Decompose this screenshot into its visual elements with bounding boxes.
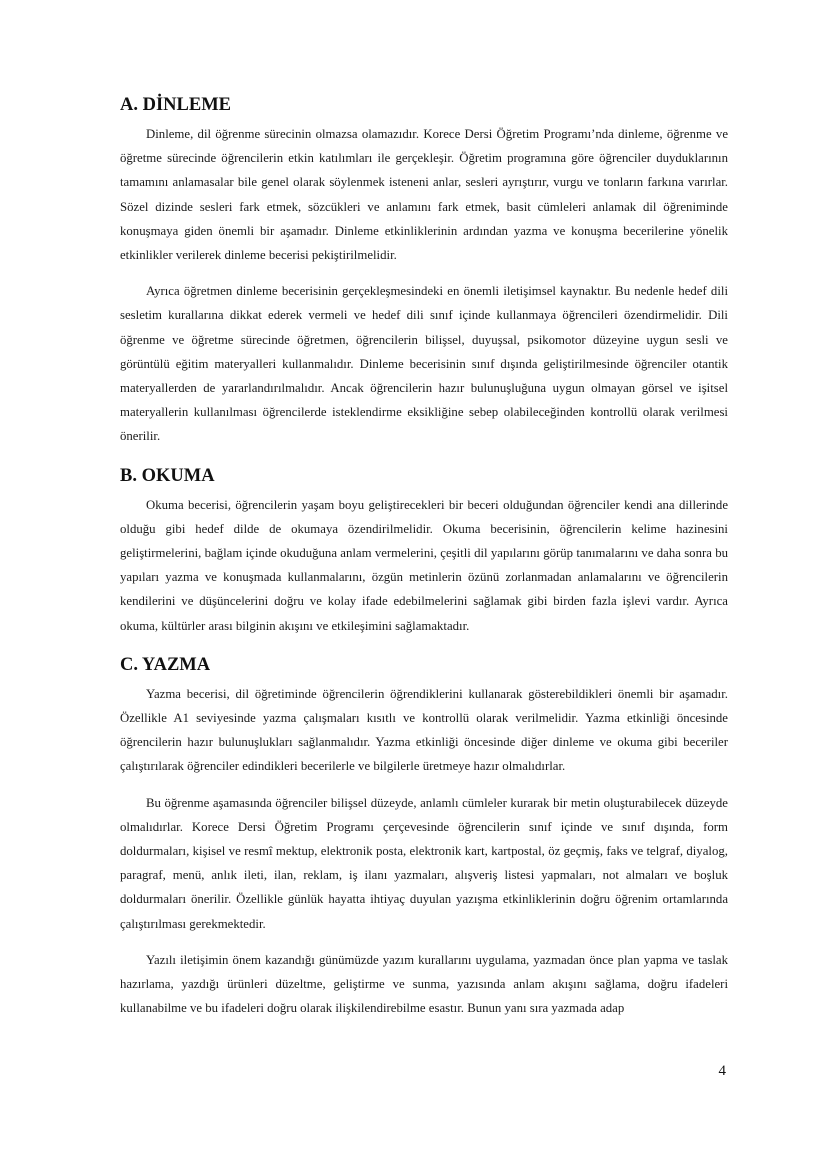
- document-page: [120, 92, 728, 1021]
- section-heading-okuma: B. OKUMA: [120, 465, 215, 486]
- section-heading-dinleme: A. DİNLEME: [120, 95, 232, 115]
- paragraph-okuma-1: Okuma becerisi, öğrencilerin yaşam boyu geliştirecekleri bir beceri olduğundan öğrenciler kendi ana dillerinde olduğu gibi hedef dilde de okumaya özendirilmelidir. Okuma becerisinin, öğrencilerin kelime hazinesini geliştirmelerini, bağlam içinde okuduğuna anlam vermelerini, çeşitli dil yapılarını görüp tanımalarını ve daha sonra bu yapıları yazma ve konuşmada kullanmalarını, özgün metinlerin özünü zorlanmadan anlamalarını ve öğrencilerin kendilerini ve düşüncelerini doğru ve kolay ifade edebilmelerini sağlamak gibi birden fazla işlevi vardır. Ayrıca okuma, kültürler arası bilginin akışını ve etkileşimini sağlamaktadır.: [120, 497, 728, 633]
- paragraph-dinleme-2: Ayrıca öğretmen dinleme becerisinin gerçekleşmesindeki en önemli iletişimsel kaynaktır. Bu nedenle hedef dili sesletim kurallarına dikkat ederek vermeli ve hedef dili sınıf içinde kullanmaya öğrencileri özendirmelidir. Dili öğrenme ve öğretme sürecinde öğretmen, öğrencilerin bilişsel, duyuşsal, psikomotor düzeyine uygun sesli ve görüntülü eğitim materyalleri kullanmalıdır. Dinleme becerisinin sınıf dışında geliştirilmesinde öğrenciler otantik materyallerden de yararlandırılmalıdır. Ancak öğrencilerin hazır bulunuşluğuna uygun olmayan görsel ve işitsel materyallerin kullanılması öğrencilerde isteklendirme eksikliğine sebep olabileceğinden kontrollü olarak verilmesi önerilir.: [120, 284, 728, 444]
- paragraph-yazma-1: Yazma becerisi, dil öğretiminde öğrencilerin öğrendiklerini kullanarak gösterebildikleri önemli bir aşamadır. Özellikle A1 seviyesinde yazma çalışmaları kısıtlı ve kontrollü olarak verilmelidir. Yazma etkinliği öncesinde öğrencilerin hazır bulunuşlukları sağlanmalıdır. Yazma etkinliği öncesinde diğer dinleme ve okuma gibi beceriler çalıştırılarak öğrenciler edindikleri becerilerle ve bilgilerle üretmeye hazır olmalıdırlar.: [120, 686, 728, 774]
- page-number: 4: [718, 1063, 726, 1079]
- paragraph-yazma-2: Bu öğrenme aşamasında öğrenciler bilişsel düzeyde, anlamlı cümleler kurarak bir metin oluşturabilecek düzeyde olmalıdırlar. Korece Dersi Öğretim Programı çerçevesinde öğrencilerin sınıf içinde ve sınıf dışında, form doldurmaları, kişisel ve resmî mektup, elektronik posta, elektronik kart, kartpostal, öz geçmiş, faks ve telgraf, diyalog, paragraf, menü, anlık ileti, ilan, reklam, iş ilanı yazmaları, alışveriş listesi yapmaları, not almaları ve boşluk doldurmaları önerilir. Özellikle günlük hayatta ihtiyaç duyulan yazışma etkinliklerinin doğru öğrenim ortamlarında çalıştırılması gerekmektedir.: [120, 795, 728, 931]
- section-heading-yazma: C. YAZMA: [120, 654, 211, 675]
- paragraph-dinleme-1: Dinleme, dil öğrenme sürecinin olmazsa olamazıdır. Korece Dersi Öğretim Programı’nda dinleme, öğrenme ve öğretme sürecinde öğrencilerin etkin katılımları ile gerçekleşir. Öğretim programına göre öğrenciler duyduklarının tamamını anlamasalar bile genel olarak söylenmek isteneni anlar, sesleri ayrıştırır, vurgu ve tonların farkına varırlar. Sözel dizinde sesleri fark etmek, sözcükleri ve anlamını fark etmek, basit cümleleri anlamak dil öğreniminde konuşmaya giden önemli bir aşamadır. Dinleme etkinliklerinin ardından yazma ve konuşma becerilerine yönelik etkinlikler verilerek dinleme becerisi pekiştirilmelidir.: [120, 127, 728, 263]
- paragraph-yazma-3: Yazılı iletişimin önem kazandığı günümüzde yazım kurallarını uygulama, yazmadan önce plan yapma ve taslak hazırlama, yazdığı ürünleri düzeltme, geliştirme ve sunma, yazısında anlam akışını sağlama, doğru ifadeleri kullanabilme ve bu ifadeleri doğru olarak ilişkilendirebilme esastır. Bunun yanı sıra yazmada adap: [120, 952, 728, 1016]
